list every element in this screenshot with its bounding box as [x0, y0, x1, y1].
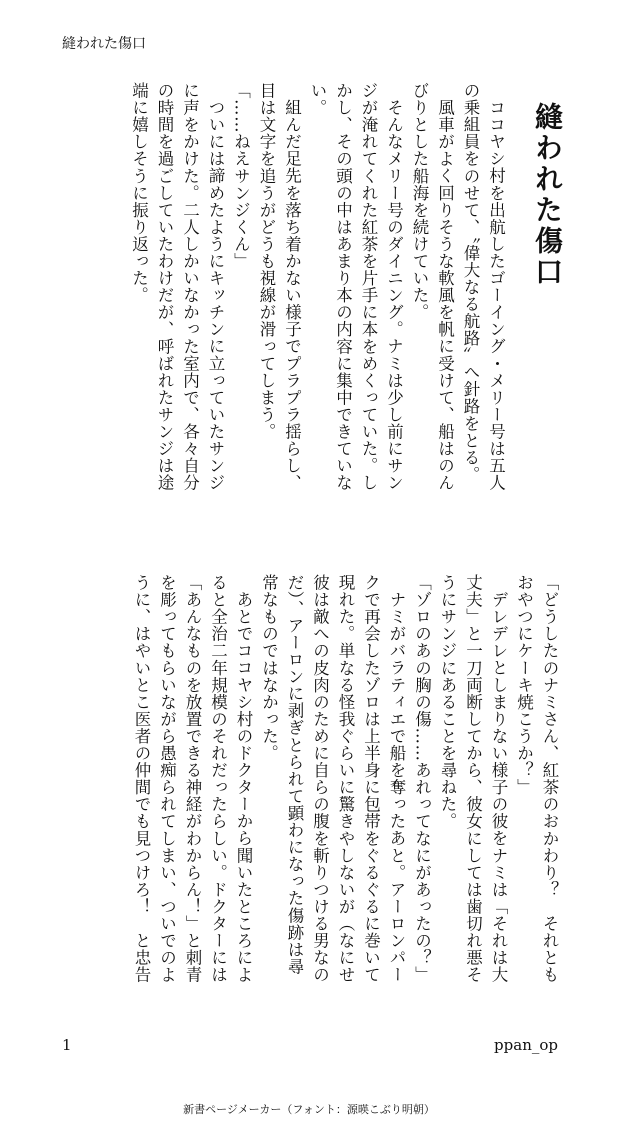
running-title: 縫われた傷口: [62, 36, 146, 52]
text-line: 端に嬉しそうに振り返った。: [129, 82, 149, 304]
text-line: そんなメリー号のダイニング。ナミは少し前にサン: [384, 98, 404, 491]
text-line: びりとした船海を続けていた。: [410, 82, 429, 321]
text-line: おやつにケーキ焼こうか？」: [514, 574, 534, 796]
page-number: 1: [62, 1036, 72, 1054]
author-name: ppan_op: [494, 1036, 558, 1054]
text-line: を彫ってもらいながら愚痴られてしまい、ついでのよ: [157, 574, 177, 984]
lower-text-block: [40, 574, 562, 1014]
text-line: 彼は敵への皮肉のために自らの腹を斬りつける男なの: [310, 574, 330, 984]
text-line: デレデレとしまりない様子の彼をナミは「それは大: [489, 590, 508, 983]
maker-credit: 新書ページメーカー（フォント：源暎こぶり明朝）: [183, 1103, 435, 1116]
page-footer: [62, 1035, 558, 1055]
text-line: 「あんなものを放置できる神経がわからん！」と刺青: [183, 574, 202, 984]
upper-text-block: [40, 82, 564, 530]
text-line: うにサンジにあることを尋ねた。: [438, 574, 457, 830]
text-line: ついには諦めたようにキッチンに立っていたサンジ: [206, 98, 225, 491]
dialogue-line: 「どうしたのナミさん、紅茶のおかわり？ それとも: [540, 574, 559, 984]
text-line: の乗組員をのせて、〝偉大なる航路〟へ針路をとる。: [461, 82, 480, 483]
text-line: 丈夫」と一刀両断してから、彼女にしては歯切れ悪そ: [463, 574, 483, 984]
dialogue-line: 「……ねえサンジくん」: [231, 82, 251, 270]
text-line: ると全治二年規模のそれだったらしい。ドクターには: [208, 574, 228, 984]
text-line: あとでココヤシ村のドクターから聞いたところによ: [234, 590, 253, 983]
story-title: 縫われた傷口: [531, 102, 564, 288]
text-line: ナミがバラティエで船を奪ったあと。アーロンパー: [387, 590, 406, 983]
dialogue-line: 「ゾロのあの胸の傷……あれってなにがあったの？」: [412, 574, 432, 984]
text-line: クで再会したゾロは上半身に包帯をぐるぐるに巻いて: [361, 574, 381, 984]
text-line: 目は文字を追うがどうも視線が滑ってしまう。: [257, 82, 276, 441]
text-line: い。: [308, 82, 327, 117]
text-line: に声をかけた。二人しかいなかった室内で、各々自分: [180, 82, 200, 492]
text-line: 組んだ足先を落ち着かない様子でプラプラ揺らし、: [282, 98, 302, 491]
text-line: かし、その頭の中はあまり本の内容に集中できていな: [333, 82, 353, 492]
text-line: だ）、アーロンに剥ぎとられて顕わになった傷跡は尋: [285, 574, 304, 975]
text-line: 現れた。単なる怪我ぐらいに驚きやしないが（なにせ: [336, 574, 355, 984]
text-line: ココヤシ村を出航したゴーイング・メリー号は五人: [486, 98, 506, 491]
text-line: 常なものではなかった。: [259, 574, 279, 762]
text-line: ジが淹れてくれた紅茶を片手に本をめくっていた。し: [359, 82, 378, 492]
text-line: の時間を過ごしていたわけだが、呼ばれたサンジは途: [155, 82, 174, 492]
text-line: 風車がよく回りそうな軟風を帆に受けて、船はのん: [435, 98, 455, 491]
text-line: うに、はやいとこ医者の仲間でも見つけろ！ と忠告: [132, 574, 151, 984]
